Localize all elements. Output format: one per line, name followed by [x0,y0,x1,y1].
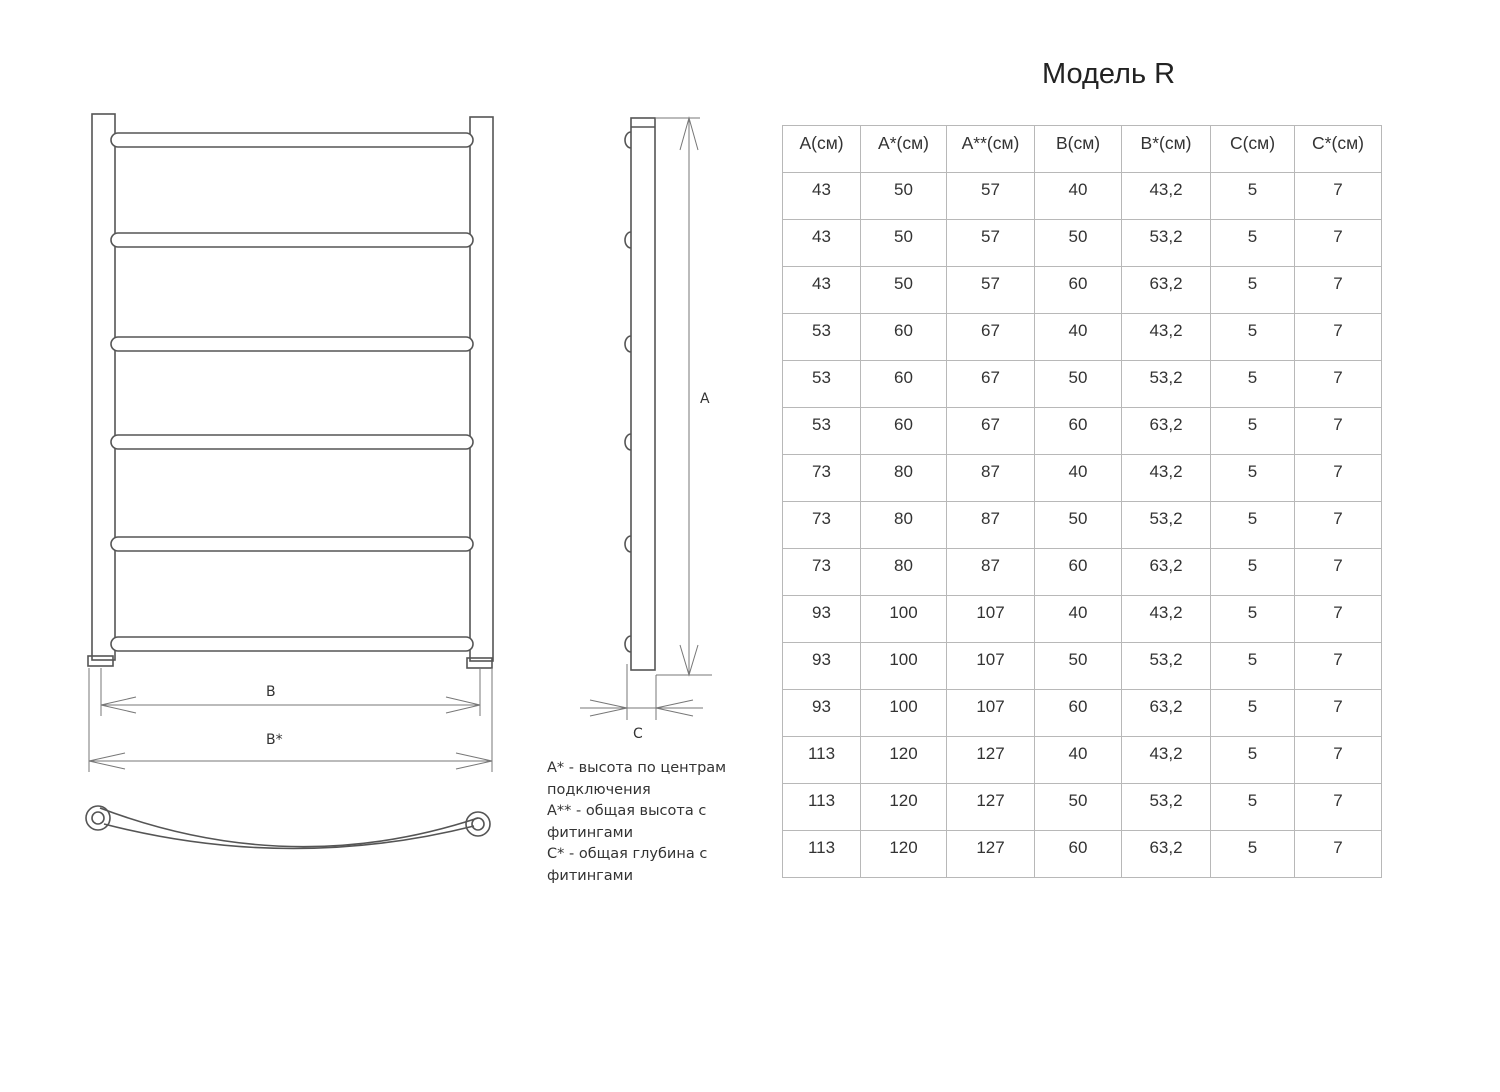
table-cell: 67 [947,408,1035,455]
table-cell: 7 [1295,831,1382,878]
table-cell: 100 [861,596,947,643]
table-cell: 43 [783,267,861,314]
note-line: фитингами [547,867,634,884]
table-row [783,408,1382,455]
table-cell: 63,2 [1122,549,1211,596]
table-body [783,173,1382,878]
table-cell: 5 [1211,408,1295,455]
table-cell: 53 [783,361,861,408]
table-cell: 53,2 [1122,643,1211,690]
table-cell: 5 [1211,314,1295,361]
table-cell: 5 [1211,502,1295,549]
table-row [783,831,1382,878]
table-cell: 50 [861,267,947,314]
table-cell: 43,2 [1122,455,1211,502]
top-left-post-inner [92,812,104,824]
table-cell: 120 [861,737,947,784]
top-view-drawing [80,790,505,860]
rung [111,537,473,551]
table-cell: 7 [1295,408,1382,455]
table-cell: 113 [783,737,861,784]
table-cell: 7 [1295,596,1382,643]
note-line: A** - общая высота с [547,803,707,820]
side-rung-end [625,536,631,552]
label-c: C [633,726,643,742]
table-cell: 80 [861,549,947,596]
table-cell: 40 [1035,455,1122,502]
table-cell: 5 [1211,455,1295,502]
table-cell: 50 [1035,361,1122,408]
table-cell: 57 [947,220,1035,267]
rung [111,435,473,449]
table-cell: 63,2 [1122,408,1211,455]
table-row [783,314,1382,361]
dimension-b [101,668,480,716]
table-cell: 63,2 [1122,690,1211,737]
table-cell: 57 [947,173,1035,220]
table-cell: 7 [1295,267,1382,314]
table-header-row [783,126,1382,173]
dimensions-table [782,125,1382,878]
side-rung-end [625,434,631,450]
table-cell: 5 [1211,831,1295,878]
table-cell: 5 [1211,643,1295,690]
label-a: A [700,391,710,407]
table-cell: 50 [1035,643,1122,690]
table-cell: 7 [1295,643,1382,690]
table-row [783,643,1382,690]
note-line: подключения [547,781,651,798]
side-view-drawing [575,110,725,750]
column-header: C*(см) [1295,126,1382,173]
front-view-drawing [80,105,505,785]
table-row [783,502,1382,549]
note-line: A* - высота по центрам [547,760,727,776]
side-rung-end [625,336,631,352]
table-cell: 73 [783,455,861,502]
table-cell: 43,2 [1122,596,1211,643]
table-cell: 7 [1295,784,1382,831]
table-cell: 53 [783,314,861,361]
table-cell: 5 [1211,173,1295,220]
table-cell: 53,2 [1122,784,1211,831]
table-cell: 63,2 [1122,831,1211,878]
top-right-post-outer [466,812,490,836]
table-cell: 50 [1035,502,1122,549]
top-left-post-outer [86,806,110,830]
table-cell: 100 [861,690,947,737]
top-rail-front-edge [100,808,478,847]
side-rung-end [625,636,631,652]
table-cell: 7 [1295,549,1382,596]
table-cell: 5 [1211,737,1295,784]
table-cell: 80 [861,502,947,549]
legend-notes [547,758,757,888]
column-header: C(см) [1211,126,1295,173]
rung [111,233,473,247]
table-cell: 40 [1035,737,1122,784]
column-header: A(см) [783,126,861,173]
table-cell: 5 [1211,267,1295,314]
side-rung-ends [625,132,631,652]
table-cell: 67 [947,314,1035,361]
table-cell: 107 [947,596,1035,643]
table-cell: 53,2 [1122,361,1211,408]
table-cell: 7 [1295,220,1382,267]
rung [111,133,473,147]
table-cell: 87 [947,549,1035,596]
table-cell: 50 [861,173,947,220]
table-row [783,549,1382,596]
rungs [111,133,473,651]
table-row [783,690,1382,737]
left-post [92,114,115,660]
column-header: B(см) [1035,126,1122,173]
rung [111,637,473,651]
table-cell: 120 [861,784,947,831]
table-cell: 113 [783,831,861,878]
table-cell: 43 [783,173,861,220]
dimension-c [580,664,703,720]
table-cell: 50 [1035,784,1122,831]
table-cell: 107 [947,643,1035,690]
table-cell: 40 [1035,314,1122,361]
table-cell: 107 [947,690,1035,737]
note-line: C* - общая глубина с [547,846,708,863]
table-cell: 113 [783,784,861,831]
table-cell: 120 [861,831,947,878]
table-cell: 43 [783,220,861,267]
table-row [783,455,1382,502]
table-cell: 5 [1211,220,1295,267]
table-row [783,173,1382,220]
table-cell: 127 [947,831,1035,878]
table-cell: 87 [947,502,1035,549]
side-post [631,118,655,670]
table-cell: 93 [783,596,861,643]
side-rung-end [625,232,631,248]
table-cell: 100 [861,643,947,690]
table-cell: 7 [1295,690,1382,737]
table-cell: 43,2 [1122,314,1211,361]
table-cell: 53,2 [1122,502,1211,549]
table-row [783,737,1382,784]
table-cell: 93 [783,643,861,690]
top-right-post-inner [472,818,484,830]
table-row [783,220,1382,267]
table-cell: 7 [1295,502,1382,549]
label-b-star: B* [266,732,283,748]
table-cell: 60 [1035,549,1122,596]
table-cell: 60 [1035,831,1122,878]
table-cell: 50 [1035,220,1122,267]
table-cell: 60 [1035,267,1122,314]
table-cell: 5 [1211,361,1295,408]
table-cell: 127 [947,737,1035,784]
table-cell: 67 [947,361,1035,408]
side-rung-end [625,132,631,148]
table-cell: 63,2 [1122,267,1211,314]
table-cell: 93 [783,690,861,737]
table-cell: 43,2 [1122,737,1211,784]
table-cell: 57 [947,267,1035,314]
label-b: B [266,684,276,700]
column-header: B*(см) [1122,126,1211,173]
table-row [783,361,1382,408]
table-cell: 60 [1035,690,1122,737]
table-cell: 43,2 [1122,173,1211,220]
table-cell: 5 [1211,690,1295,737]
page-title: Модель R [1042,58,1176,90]
table-cell: 87 [947,455,1035,502]
table-cell: 5 [1211,549,1295,596]
rung [111,337,473,351]
right-post [470,117,493,661]
table-cell: 5 [1211,784,1295,831]
dimension-b-star [89,668,492,772]
table-cell: 7 [1295,361,1382,408]
column-header: A**(см) [947,126,1035,173]
table-cell: 80 [861,455,947,502]
column-header: A*(см) [861,126,947,173]
table-cell: 60 [861,408,947,455]
table-cell: 127 [947,784,1035,831]
table-cell: 50 [861,220,947,267]
table-cell: 73 [783,549,861,596]
table-row [783,596,1382,643]
table-cell: 40 [1035,596,1122,643]
table-cell: 7 [1295,455,1382,502]
table-row [783,267,1382,314]
table-cell: 60 [861,314,947,361]
table-cell: 60 [1035,408,1122,455]
table-cell: 73 [783,502,861,549]
table-row [783,784,1382,831]
table-cell: 7 [1295,173,1382,220]
note-line: фитингами [547,824,634,841]
table-cell: 7 [1295,314,1382,361]
table-cell: 53,2 [1122,220,1211,267]
table-cell: 7 [1295,737,1382,784]
table-cell: 5 [1211,596,1295,643]
table-cell: 53 [783,408,861,455]
table-cell: 40 [1035,173,1122,220]
table-cell: 60 [861,361,947,408]
